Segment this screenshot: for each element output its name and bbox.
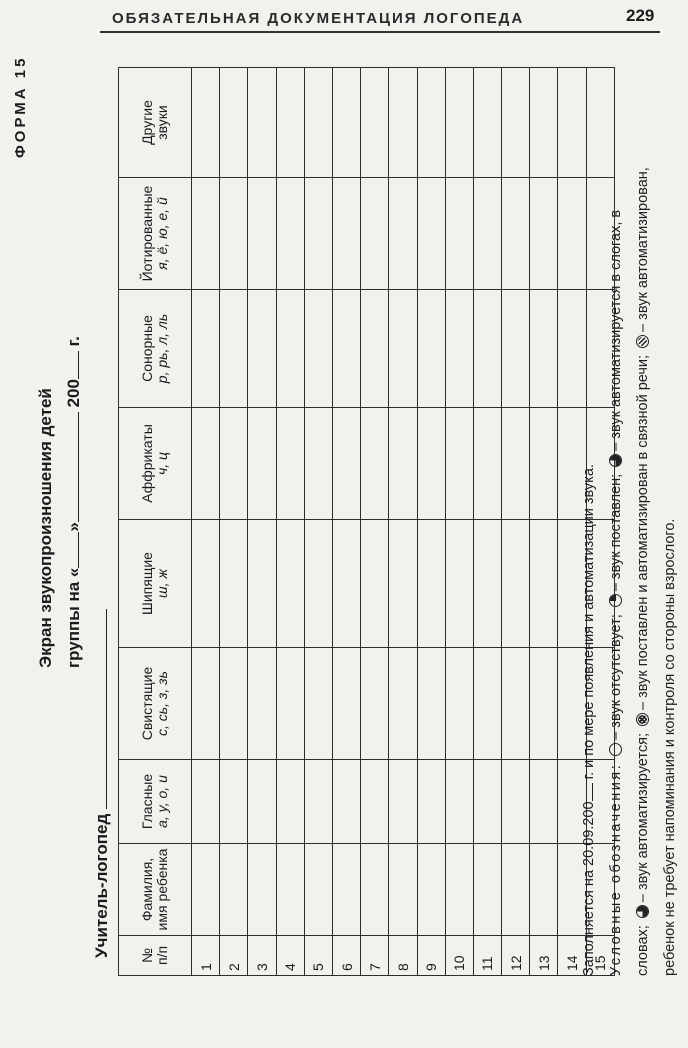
table-cell [445, 290, 473, 408]
form-title: Экран звукопроизношения детей [36, 388, 55, 668]
row-number: 13 [530, 936, 558, 976]
table-cell [361, 68, 389, 178]
row-number: 6 [332, 936, 360, 976]
table-cell [502, 290, 530, 408]
table-cell [304, 760, 332, 844]
table-cell [248, 760, 276, 844]
three-quarter-circle-icon [609, 454, 622, 467]
three-quarter-circle-icon [636, 905, 649, 918]
col-child-name: Фамилия, имя ребенка [119, 844, 192, 936]
row-number: 3 [248, 936, 276, 976]
table-cell [361, 290, 389, 408]
table-cell [220, 178, 248, 290]
table-cell [502, 408, 530, 520]
table-cell [332, 520, 360, 648]
table-row [220, 68, 248, 976]
row-number: 15 [586, 936, 614, 976]
table-cell [389, 648, 417, 760]
table-cell [192, 520, 220, 648]
table-cell [304, 408, 332, 520]
table-cell [361, 408, 389, 520]
row-number: 8 [389, 936, 417, 976]
table-cell [389, 178, 417, 290]
table-cell [332, 648, 360, 760]
table-cell [417, 408, 445, 520]
table-cell [417, 648, 445, 760]
table-cell [530, 760, 558, 844]
table-row [502, 68, 530, 976]
table-cell [332, 844, 360, 936]
table-cell [361, 178, 389, 290]
row-number: 1 [192, 936, 220, 976]
table-cell [473, 178, 501, 290]
table-cell [445, 408, 473, 520]
table-cell [332, 290, 360, 408]
row-number: 11 [473, 936, 501, 976]
table-cell [389, 68, 417, 178]
year-suffix: г. [64, 336, 83, 347]
table-cell [276, 408, 304, 520]
col-number: № п/п [119, 936, 192, 976]
table-cell [417, 844, 445, 936]
sound-screen-table [118, 67, 615, 976]
table-row [276, 68, 304, 976]
table-row [445, 68, 473, 976]
table-cell [304, 68, 332, 178]
year-prefix: 200 [64, 379, 83, 408]
teacher-blank [106, 609, 107, 809]
table-cell [389, 844, 417, 936]
table-cell [361, 648, 389, 760]
table-cell [220, 290, 248, 408]
table-row [530, 68, 558, 976]
table-cell [220, 68, 248, 178]
table-cell [332, 760, 360, 844]
row-number: 10 [445, 936, 473, 976]
col-sonorants: Сонорные р, рь, л, ль [119, 290, 192, 408]
notes [576, 16, 684, 976]
year-blank [78, 351, 79, 379]
legend-line-1: Условные обозначения: – звук отсутствует; – звук поставлен; – звук автоматизируется в слогах, в [608, 209, 624, 976]
table-header-row [119, 68, 192, 976]
table-cell [389, 760, 417, 844]
table-cell [248, 648, 276, 760]
quarter-circle-icon [609, 594, 622, 607]
table-cell [192, 68, 220, 178]
table-row [473, 68, 501, 976]
table-cell [530, 648, 558, 760]
cross-hatched-circle-icon [636, 713, 649, 726]
table-cell [192, 844, 220, 936]
fill-instruction: Заполняется на 20.09.200 г. и по мере появления и автоматизации звука. [581, 464, 597, 976]
table-cell [417, 290, 445, 408]
table-cell [473, 68, 501, 178]
table-cell [220, 520, 248, 648]
table-cell [276, 68, 304, 178]
table-cell [248, 178, 276, 290]
table-cell [220, 760, 248, 844]
teacher-line [92, 609, 112, 958]
table-cell [530, 68, 558, 178]
table-cell [530, 290, 558, 408]
table-cell [502, 178, 530, 290]
col-other-sounds: Другие звуки [119, 68, 192, 178]
table-cell [304, 648, 332, 760]
table-cell [473, 408, 501, 520]
table-cell [473, 520, 501, 648]
group-date-line [64, 336, 84, 668]
table-cell [192, 760, 220, 844]
table-cell [502, 520, 530, 648]
table-cell [248, 408, 276, 520]
table-cell [417, 760, 445, 844]
row-number: 12 [502, 936, 530, 976]
table-body [192, 68, 615, 976]
col-vowels: Гласные а, у, о, и [119, 760, 192, 844]
table-cell [502, 648, 530, 760]
col-hissing: Шипящие ш, ж [119, 520, 192, 648]
col-iotated: Йотированные я, ё, ю, е, й [119, 178, 192, 290]
table-cell [389, 408, 417, 520]
table-cell [361, 844, 389, 936]
table-cell [502, 844, 530, 936]
table-cell [445, 648, 473, 760]
table-cell [276, 178, 304, 290]
table-row [332, 68, 360, 976]
table-cell [502, 68, 530, 178]
table-cell [361, 520, 389, 648]
table-cell [220, 408, 248, 520]
table-cell [276, 760, 304, 844]
legend-line-3: ребенок не требует напоминания и контроля со стороны взрослого. [662, 518, 678, 976]
table-cell [192, 408, 220, 520]
table-cell [248, 844, 276, 936]
table-cell [192, 178, 220, 290]
table-row [248, 68, 276, 976]
running-title: ОБЯЗАТЕЛЬНАЯ ДОКУМЕНТАЦИЯ ЛОГОПЕДА [112, 10, 525, 27]
table-cell [332, 408, 360, 520]
table-cell [276, 648, 304, 760]
row-number: 7 [361, 936, 389, 976]
empty-circle-icon [609, 743, 622, 756]
table-cell [530, 408, 558, 520]
table-cell [304, 290, 332, 408]
table-cell [473, 844, 501, 936]
table-cell [276, 844, 304, 936]
table-cell [473, 760, 501, 844]
table-cell [361, 760, 389, 844]
table-cell [417, 178, 445, 290]
group-prefix: группы на « [64, 567, 83, 668]
table-cell [445, 68, 473, 178]
table-cell [276, 520, 304, 648]
table-cell [304, 520, 332, 648]
table-row [304, 68, 332, 976]
table-row [389, 68, 417, 976]
col-whistling: Свистящие с, сь, з, зь [119, 648, 192, 760]
row-number: 9 [417, 936, 445, 976]
quote-close: » [64, 522, 83, 532]
month-blank [78, 412, 79, 522]
row-number: 2 [220, 936, 248, 976]
table-cell [445, 760, 473, 844]
table-cell [220, 648, 248, 760]
table-cell [530, 520, 558, 648]
row-number: 14 [558, 936, 586, 976]
table-cell [304, 178, 332, 290]
table-cell [192, 648, 220, 760]
table-cell [220, 844, 248, 936]
col-affricates: Аффрикаты ч, ц [119, 408, 192, 520]
table-cell [389, 520, 417, 648]
table-cell [473, 290, 501, 408]
table-cell [192, 290, 220, 408]
table-cell [445, 520, 473, 648]
table-cell [389, 290, 417, 408]
legend-line-2: словах; – звук автоматизируется; – звук поставлен и автоматизирован в связной речи; – звук автоматизирован, [635, 167, 651, 976]
table-cell [445, 178, 473, 290]
teacher-label: Учитель-логопед [92, 813, 111, 958]
table-cell [417, 520, 445, 648]
table-cell [445, 844, 473, 936]
table-cell [502, 760, 530, 844]
day-blank [78, 532, 79, 568]
table-row [192, 68, 220, 976]
table-cell [276, 290, 304, 408]
table-cell [530, 178, 558, 290]
table-cell [248, 290, 276, 408]
table-row [361, 68, 389, 976]
legend-title: Условные обозначения: [608, 762, 624, 976]
table-cell [417, 68, 445, 178]
table-cell [473, 648, 501, 760]
table-cell [304, 844, 332, 936]
page-number: 229 [626, 6, 655, 25]
table-cell [332, 178, 360, 290]
row-number: 5 [304, 936, 332, 976]
hatched-circle-icon [636, 335, 649, 348]
table-cell [248, 520, 276, 648]
table-cell [332, 68, 360, 178]
table-row [417, 68, 445, 976]
table-cell [530, 844, 558, 936]
form-label: ФОРМА 15 [12, 55, 29, 158]
table-cell [248, 68, 276, 178]
row-number: 4 [276, 936, 304, 976]
